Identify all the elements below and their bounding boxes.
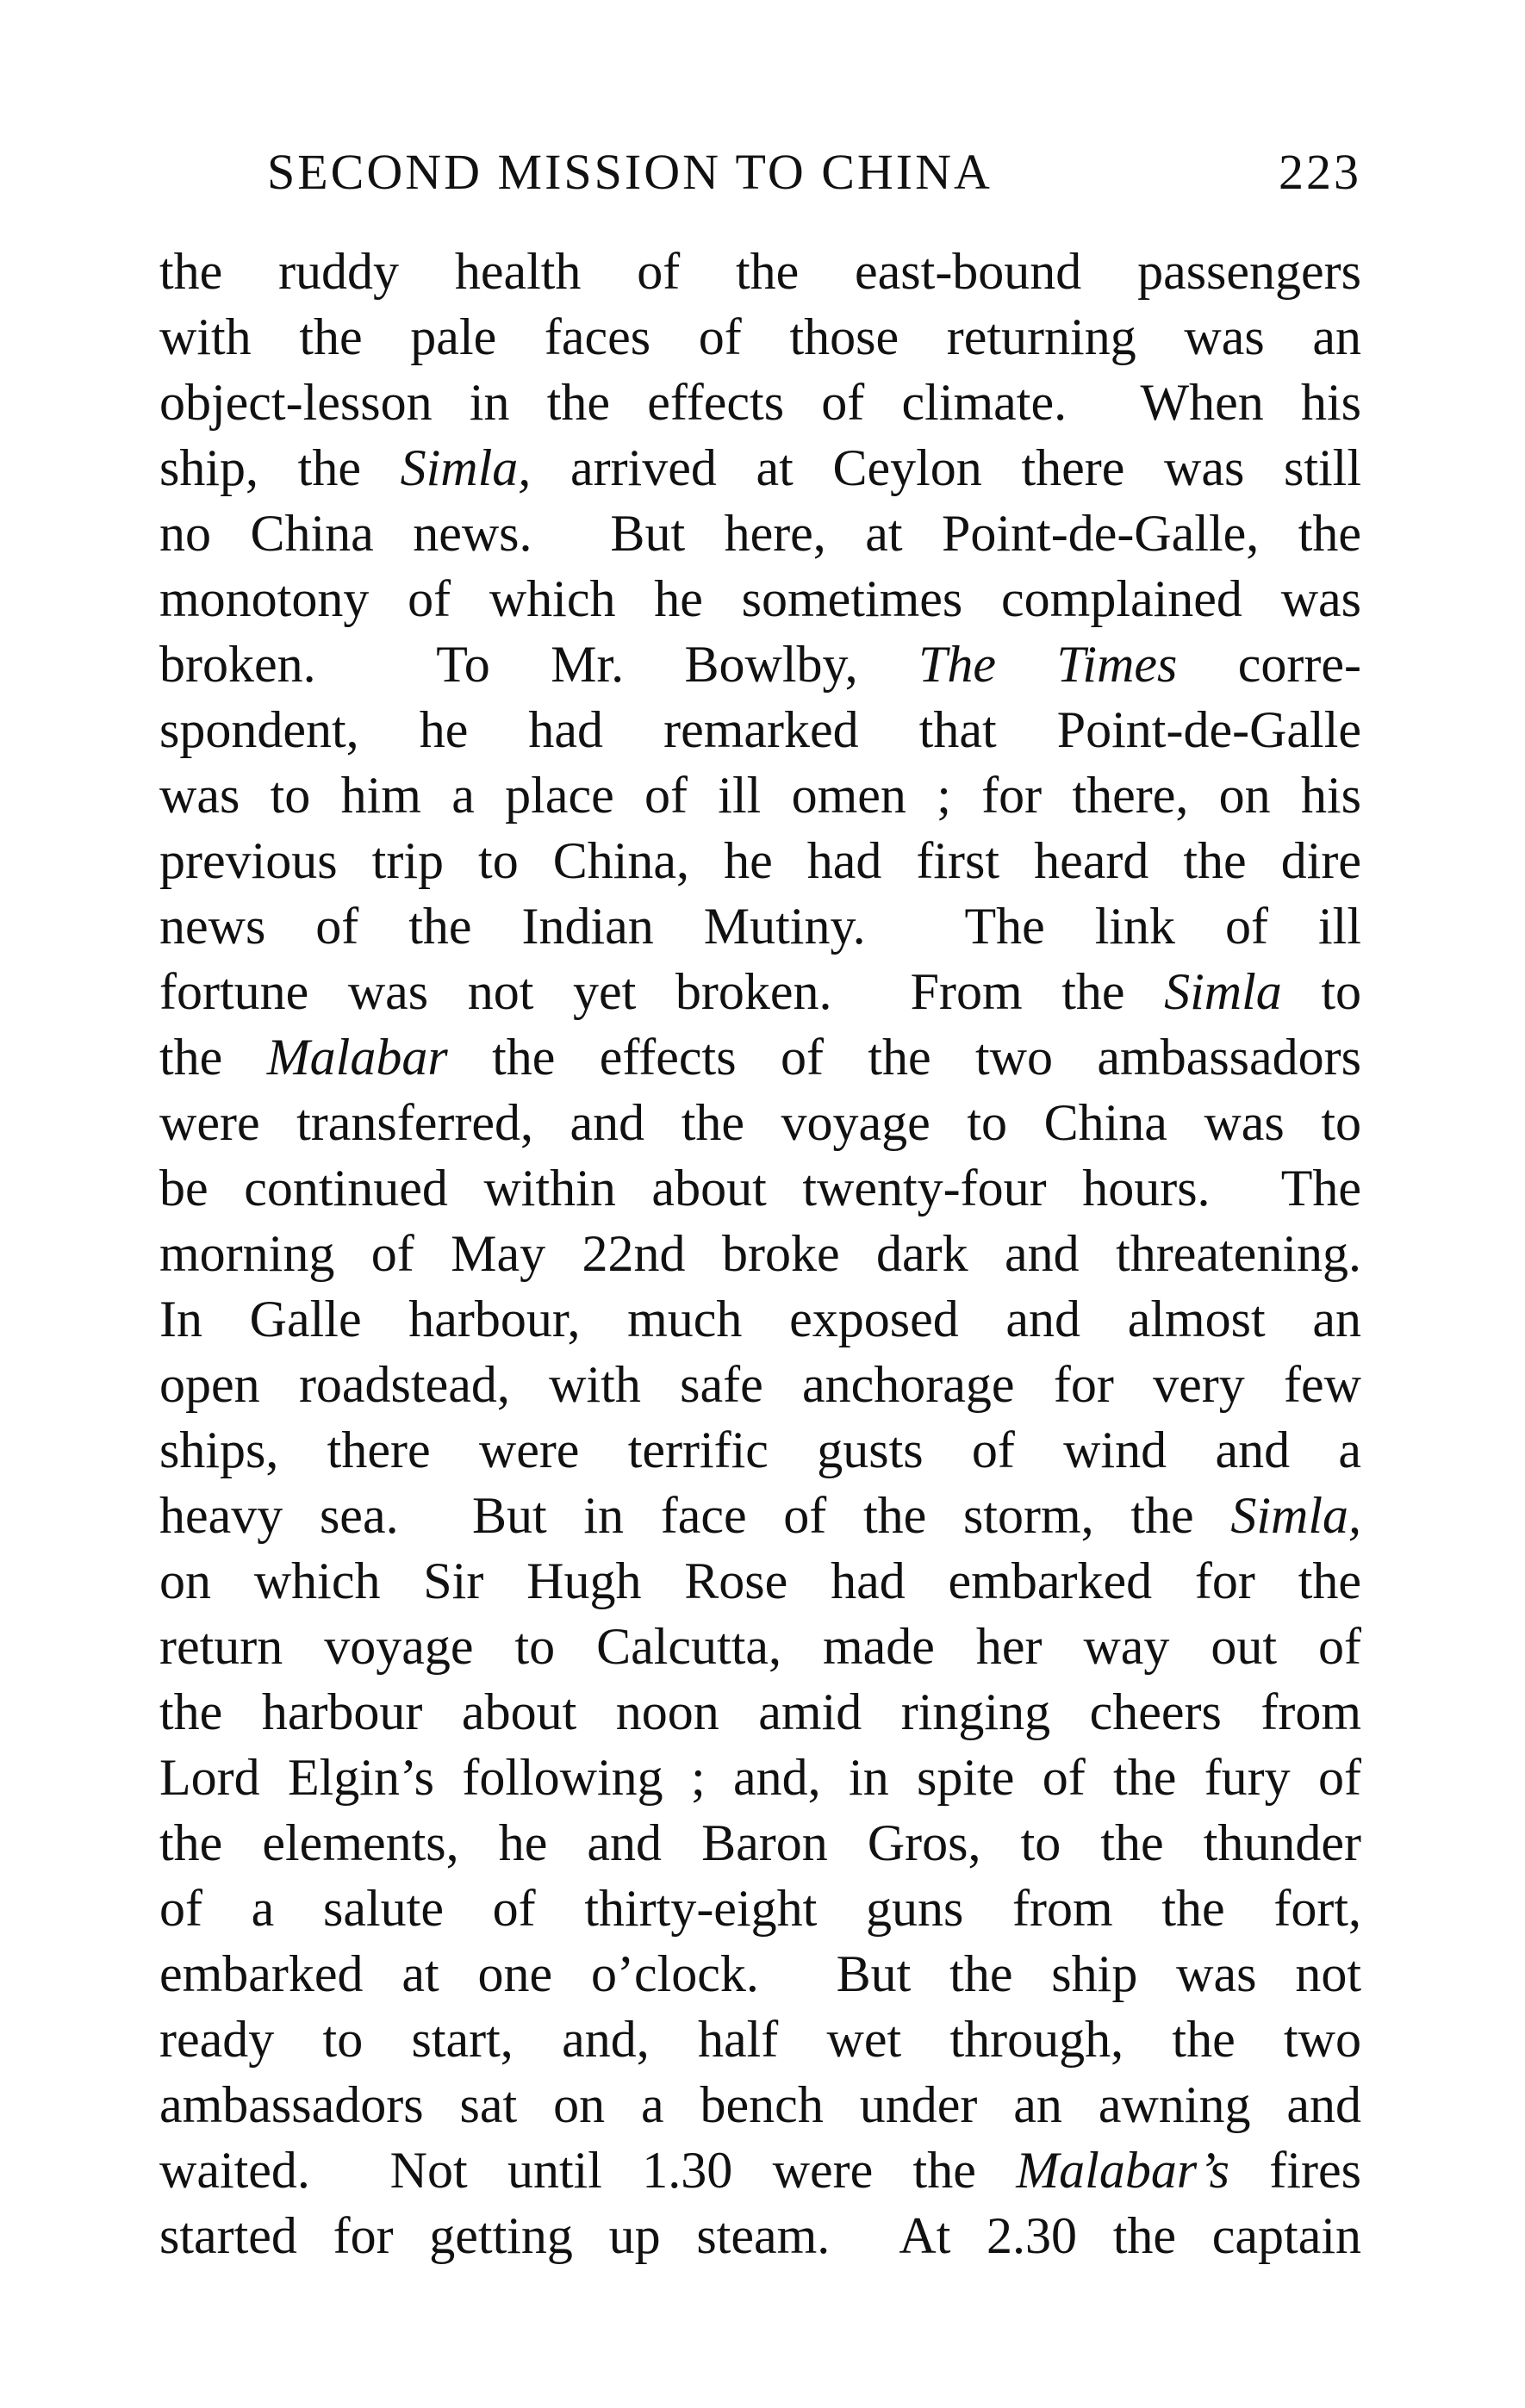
text-segment: arrived at Ceylon there was still: [531, 439, 1362, 496]
text-line: [159, 1090, 1361, 1155]
text-segment: no China news. But here, at Point-de-Galle, the: [159, 505, 1361, 562]
text-segment: spondent, he had remarked that Point-de-Galle: [159, 701, 1361, 758]
text-line: [159, 1876, 1361, 1941]
italic-text-segment: Simla,: [400, 439, 532, 496]
text-segment: the ruddy health of the east-bound passengers: [159, 243, 1361, 300]
text-segment: object-lesson in the effects of climate. When his: [159, 374, 1361, 431]
text-segment: the harbour about noon amid ringing cheers from: [159, 1683, 1361, 1740]
text-line: [159, 435, 1361, 501]
page-number: 223: [1279, 144, 1361, 200]
text-line: [159, 304, 1361, 370]
text-segment: open roadstead, with safe anchorage for very few: [159, 1356, 1361, 1413]
italic-text-segment: Simla: [1164, 963, 1282, 1020]
text-segment: monotony of which he sometimes complained was: [159, 570, 1361, 627]
text-segment: news of the Indian Mutiny. The link of ill: [159, 898, 1361, 955]
text-line: [159, 1155, 1361, 1221]
text-segment: of a salute of thirty-eight guns from the fort,: [159, 1880, 1361, 1937]
text-segment: ships, there were terrific gusts of wind and a: [159, 1422, 1361, 1478]
text-line: [159, 501, 1361, 566]
text-segment: fires: [1229, 2142, 1361, 2199]
text-segment: ship, the: [159, 439, 401, 496]
text-line: [159, 2072, 1361, 2137]
text-segment: be continued within about twenty-four hours. The: [159, 1160, 1361, 1216]
text-line: [159, 632, 1361, 697]
italic-text-segment: Malabar: [266, 1029, 448, 1086]
text-segment: the elements, he and Baron Gros, to the thunder: [159, 1814, 1361, 1871]
text-segment: broken. To Mr. Bowlby,: [159, 636, 918, 693]
text-segment: was to him a place of ill omen ; for there, on his: [159, 767, 1361, 824]
italic-text-segment: Simla,: [1230, 1487, 1361, 1544]
running-head: [267, 138, 1361, 207]
text-segment: corre-: [1177, 636, 1361, 693]
text-segment: embarked at one o’clock. But the ship was not: [159, 1945, 1361, 2002]
text-line: [159, 2203, 1361, 2268]
text-line: [159, 1286, 1361, 1352]
text-segment: started for getting up steam. At 2.30 the captain: [159, 2207, 1361, 2264]
text-line: [159, 239, 1361, 304]
text-segment: morning of May 22nd broke dark and threatening.: [159, 1225, 1361, 1282]
text-line: [159, 2137, 1361, 2203]
text-segment: on which Sir Hugh Rose had embarked for the: [159, 1552, 1361, 1609]
text-segment: Lord Elgin’s following ; and, in spite of the fury of: [159, 1749, 1361, 1806]
text-segment: heavy sea. But in face of the storm, the: [159, 1487, 1231, 1544]
text-line: [159, 893, 1361, 959]
text-line: [159, 1810, 1361, 1876]
text-segment: were transferred, and the voyage to China was to: [159, 1094, 1361, 1151]
text-line: [159, 1745, 1361, 1810]
text-segment: the: [159, 1029, 267, 1086]
text-segment: to: [1281, 963, 1361, 1020]
text-line: [159, 1417, 1361, 1483]
italic-text-segment: The Times: [918, 636, 1178, 693]
text-line: [159, 370, 1361, 435]
text-segment: waited. Not until 1.30 were the: [159, 2142, 1017, 2199]
text-line: [159, 1352, 1361, 1417]
text-segment: return voyage to Calcutta, made her way out of: [159, 1618, 1361, 1675]
text-segment: previous trip to China, he had first heard the dire: [159, 832, 1361, 889]
text-line: [159, 566, 1361, 632]
text-line: [159, 1614, 1361, 1679]
text-line: [159, 1679, 1361, 1745]
body-text: [159, 239, 1361, 2268]
text-segment: with the pale faces of those returning was an: [159, 308, 1361, 365]
text-line: [159, 1548, 1361, 1614]
text-line: [159, 1941, 1361, 2007]
text-segment: ready to start, and, half wet through, the two: [159, 2011, 1361, 2068]
running-head-title: SECOND MISSION TO CHINA: [267, 144, 993, 200]
text-segment: the effects of the two ambassadors: [447, 1029, 1361, 1086]
italic-text-segment: Malabar’s: [1016, 2142, 1230, 2199]
text-line: [159, 959, 1361, 1024]
text-segment: ambassadors sat on a bench under an awning and: [159, 2076, 1361, 2133]
text-line: [159, 828, 1361, 893]
text-line: [159, 1483, 1361, 1548]
text-line: [159, 1221, 1361, 1286]
text-segment: fortune was not yet broken. From the: [159, 963, 1165, 1020]
text-line: [159, 1024, 1361, 1090]
text-line: [159, 762, 1361, 828]
text-segment: In Galle harbour, much exposed and almost an: [159, 1291, 1361, 1347]
text-line: [159, 2007, 1361, 2072]
text-line: [159, 697, 1361, 762]
